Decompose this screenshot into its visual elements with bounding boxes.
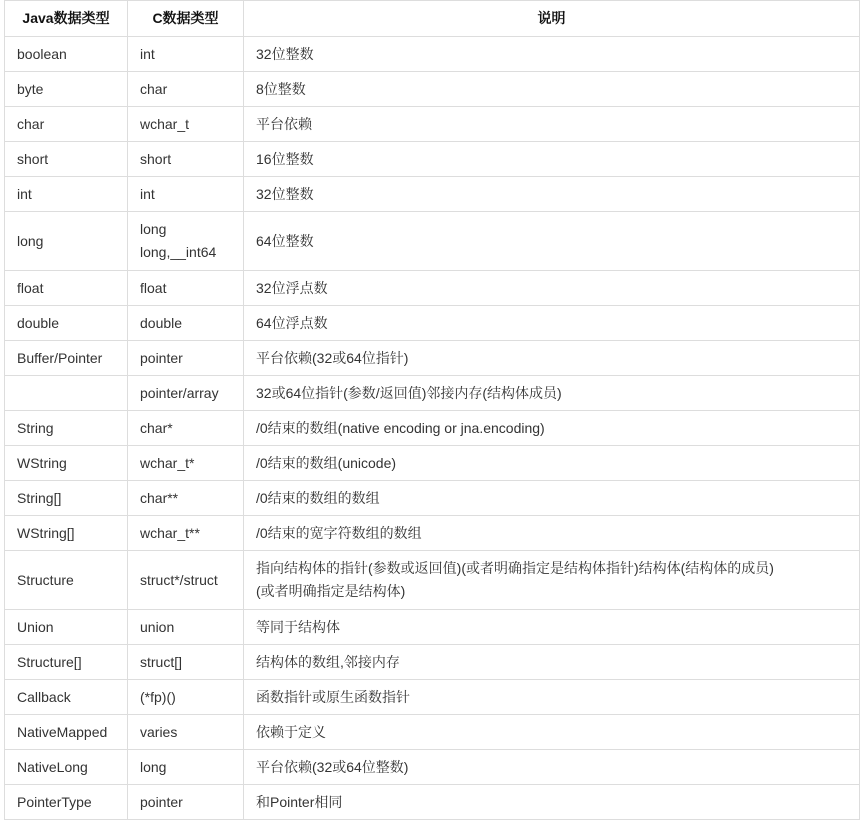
header-c-type: C数据类型 (128, 1, 244, 37)
description-line: 和Pointer相同 (256, 793, 343, 810)
cell-c-type (128, 142, 244, 177)
cell-description (244, 37, 860, 72)
cell-java-type (5, 376, 128, 411)
cell-c-type (128, 376, 244, 411)
cell-description (244, 680, 860, 715)
description-line: 平台依赖(32或64位指针) (256, 349, 409, 366)
type-mapping-table (4, 0, 860, 820)
table-row (5, 376, 860, 411)
cell-java-type: Structure[] (5, 645, 128, 680)
cell-c-type (128, 551, 244, 610)
cell-description (244, 645, 860, 680)
cell-java-type: int (5, 177, 128, 212)
table-row (5, 72, 860, 107)
cell-description (244, 341, 860, 376)
cell-description (244, 212, 860, 271)
table-row (5, 107, 860, 142)
cell-java-type: NativeLong (5, 750, 128, 785)
table-row (5, 177, 860, 212)
cell-description (244, 72, 860, 107)
description-line: 64位浮点数 (256, 314, 328, 331)
table-row (5, 645, 860, 680)
cell-description (244, 551, 860, 610)
description-line: 依赖于定义 (256, 723, 326, 740)
cell-c-type (128, 645, 244, 680)
cell-c-type (128, 177, 244, 212)
table-row (5, 516, 860, 551)
cell-c-type (128, 446, 244, 481)
description-line: /0结束的数组(native encoding or jna.encoding) (256, 419, 545, 436)
cell-description (244, 516, 860, 551)
c-type-line: char** (140, 489, 179, 506)
c-type-line: pointer (140, 349, 183, 366)
description-line: 32位整数 (256, 185, 314, 202)
header-description: 说明 (244, 1, 860, 37)
cell-description (244, 271, 860, 306)
cell-c-type (128, 680, 244, 715)
cell-c-type (128, 37, 244, 72)
cell-java-type: NativeMapped (5, 715, 128, 750)
cell-java-type: byte (5, 72, 128, 107)
table-row (5, 341, 860, 376)
cell-c-type (128, 271, 244, 306)
c-type-line: long,__int64 (140, 244, 217, 260)
c-type-line: wchar_t (140, 115, 190, 132)
description-line: 16位整数 (256, 150, 314, 167)
c-type-line: char (140, 80, 168, 97)
c-type-line: (*fp)() (140, 688, 176, 705)
description-line: 32位浮点数 (256, 279, 328, 296)
header-java-type: Java数据类型 (5, 1, 128, 37)
cell-java-type: double (5, 306, 128, 341)
cell-c-type (128, 516, 244, 551)
cell-c-type (128, 610, 244, 645)
description-line: 结构体的数组,邻接内存 (256, 653, 400, 670)
cell-java-type: char (5, 107, 128, 142)
cell-java-type: WString[] (5, 516, 128, 551)
cell-description (244, 376, 860, 411)
c-type-line: pointer (140, 793, 183, 810)
cell-java-type: String[] (5, 481, 128, 516)
cell-java-type: Buffer/Pointer (5, 341, 128, 376)
cell-java-type: WString (5, 446, 128, 481)
cell-c-type (128, 341, 244, 376)
table-row (5, 481, 860, 516)
cell-c-type (128, 72, 244, 107)
cell-description (244, 107, 860, 142)
description-line: 平台依赖(32或64位整数) (256, 758, 409, 775)
table-row (5, 37, 860, 72)
c-type-line: short (140, 150, 172, 167)
cell-c-type (128, 411, 244, 446)
description-line: 8位整数 (256, 80, 306, 97)
table-row (5, 610, 860, 645)
c-type-line: pointer/array (140, 384, 219, 401)
c-type-line: int (140, 185, 155, 202)
table-row (5, 446, 860, 481)
c-type-line: double (140, 314, 183, 331)
table-row (5, 142, 860, 177)
description-line: 64位整数 (256, 232, 314, 249)
table-body (5, 37, 860, 820)
description-line: /0结束的数组的数组 (256, 489, 380, 506)
cell-c-type (128, 750, 244, 785)
cell-java-type: short (5, 142, 128, 177)
table-header (5, 1, 860, 37)
c-type-line: int (140, 45, 155, 62)
c-type-line: union (140, 618, 175, 635)
table-row (5, 715, 860, 750)
cell-description (244, 750, 860, 785)
cell-description (244, 177, 860, 212)
table-row (5, 212, 860, 271)
cell-description (244, 715, 860, 750)
cell-c-type (128, 107, 244, 142)
cell-description (244, 446, 860, 481)
c-type-line: struct[] (140, 653, 183, 670)
cell-c-type (128, 785, 244, 820)
description-line: 平台依赖 (256, 115, 312, 132)
c-type-line: long (140, 221, 167, 237)
c-type-line: wchar_t* (140, 454, 195, 471)
description-line: 32位整数 (256, 45, 314, 62)
cell-description (244, 142, 860, 177)
cell-java-type: Union (5, 610, 128, 645)
c-type-line: wchar_t** (140, 524, 200, 541)
cell-c-type (128, 306, 244, 341)
description-line: /0结束的数组(unicode) (256, 454, 397, 471)
cell-c-type (128, 715, 244, 750)
description-line: (或者明确指定是结构体) (256, 583, 406, 599)
header-row (5, 1, 860, 37)
c-type-line: varies (140, 723, 178, 740)
description-line: /0结束的宽字符数组的数组 (256, 524, 422, 541)
c-type-line: float (140, 279, 167, 296)
table-row (5, 306, 860, 341)
cell-java-type: long (5, 212, 128, 271)
c-type-line: struct*/struct (140, 571, 218, 588)
c-type-line: long (140, 758, 167, 775)
cell-description (244, 481, 860, 516)
cell-java-type: Callback (5, 680, 128, 715)
table-row (5, 750, 860, 785)
description-line: 指向结构体的指针(参数或返回值)(或者明确指定是结构体指针)结构体(结构体的成员) (256, 560, 774, 576)
cell-java-type: Structure (5, 551, 128, 610)
cell-description (244, 785, 860, 820)
cell-java-type: float (5, 271, 128, 306)
table-row (5, 271, 860, 306)
cell-c-type (128, 212, 244, 271)
cell-java-type: boolean (5, 37, 128, 72)
table-row (5, 785, 860, 820)
description-line: 函数指针或原生函数指针 (256, 688, 410, 705)
description-line: 32或64位指针(参数/返回值)邻接内存(结构体成员) (256, 384, 562, 401)
cell-java-type: PointerType (5, 785, 128, 820)
cell-description (244, 411, 860, 446)
cell-java-type: String (5, 411, 128, 446)
cell-description (244, 610, 860, 645)
cell-description (244, 306, 860, 341)
table-row (5, 551, 860, 610)
table-row (5, 680, 860, 715)
cell-c-type (128, 481, 244, 516)
description-line: 等同于结构体 (256, 618, 340, 635)
c-type-line: char* (140, 419, 173, 436)
table-row (5, 411, 860, 446)
